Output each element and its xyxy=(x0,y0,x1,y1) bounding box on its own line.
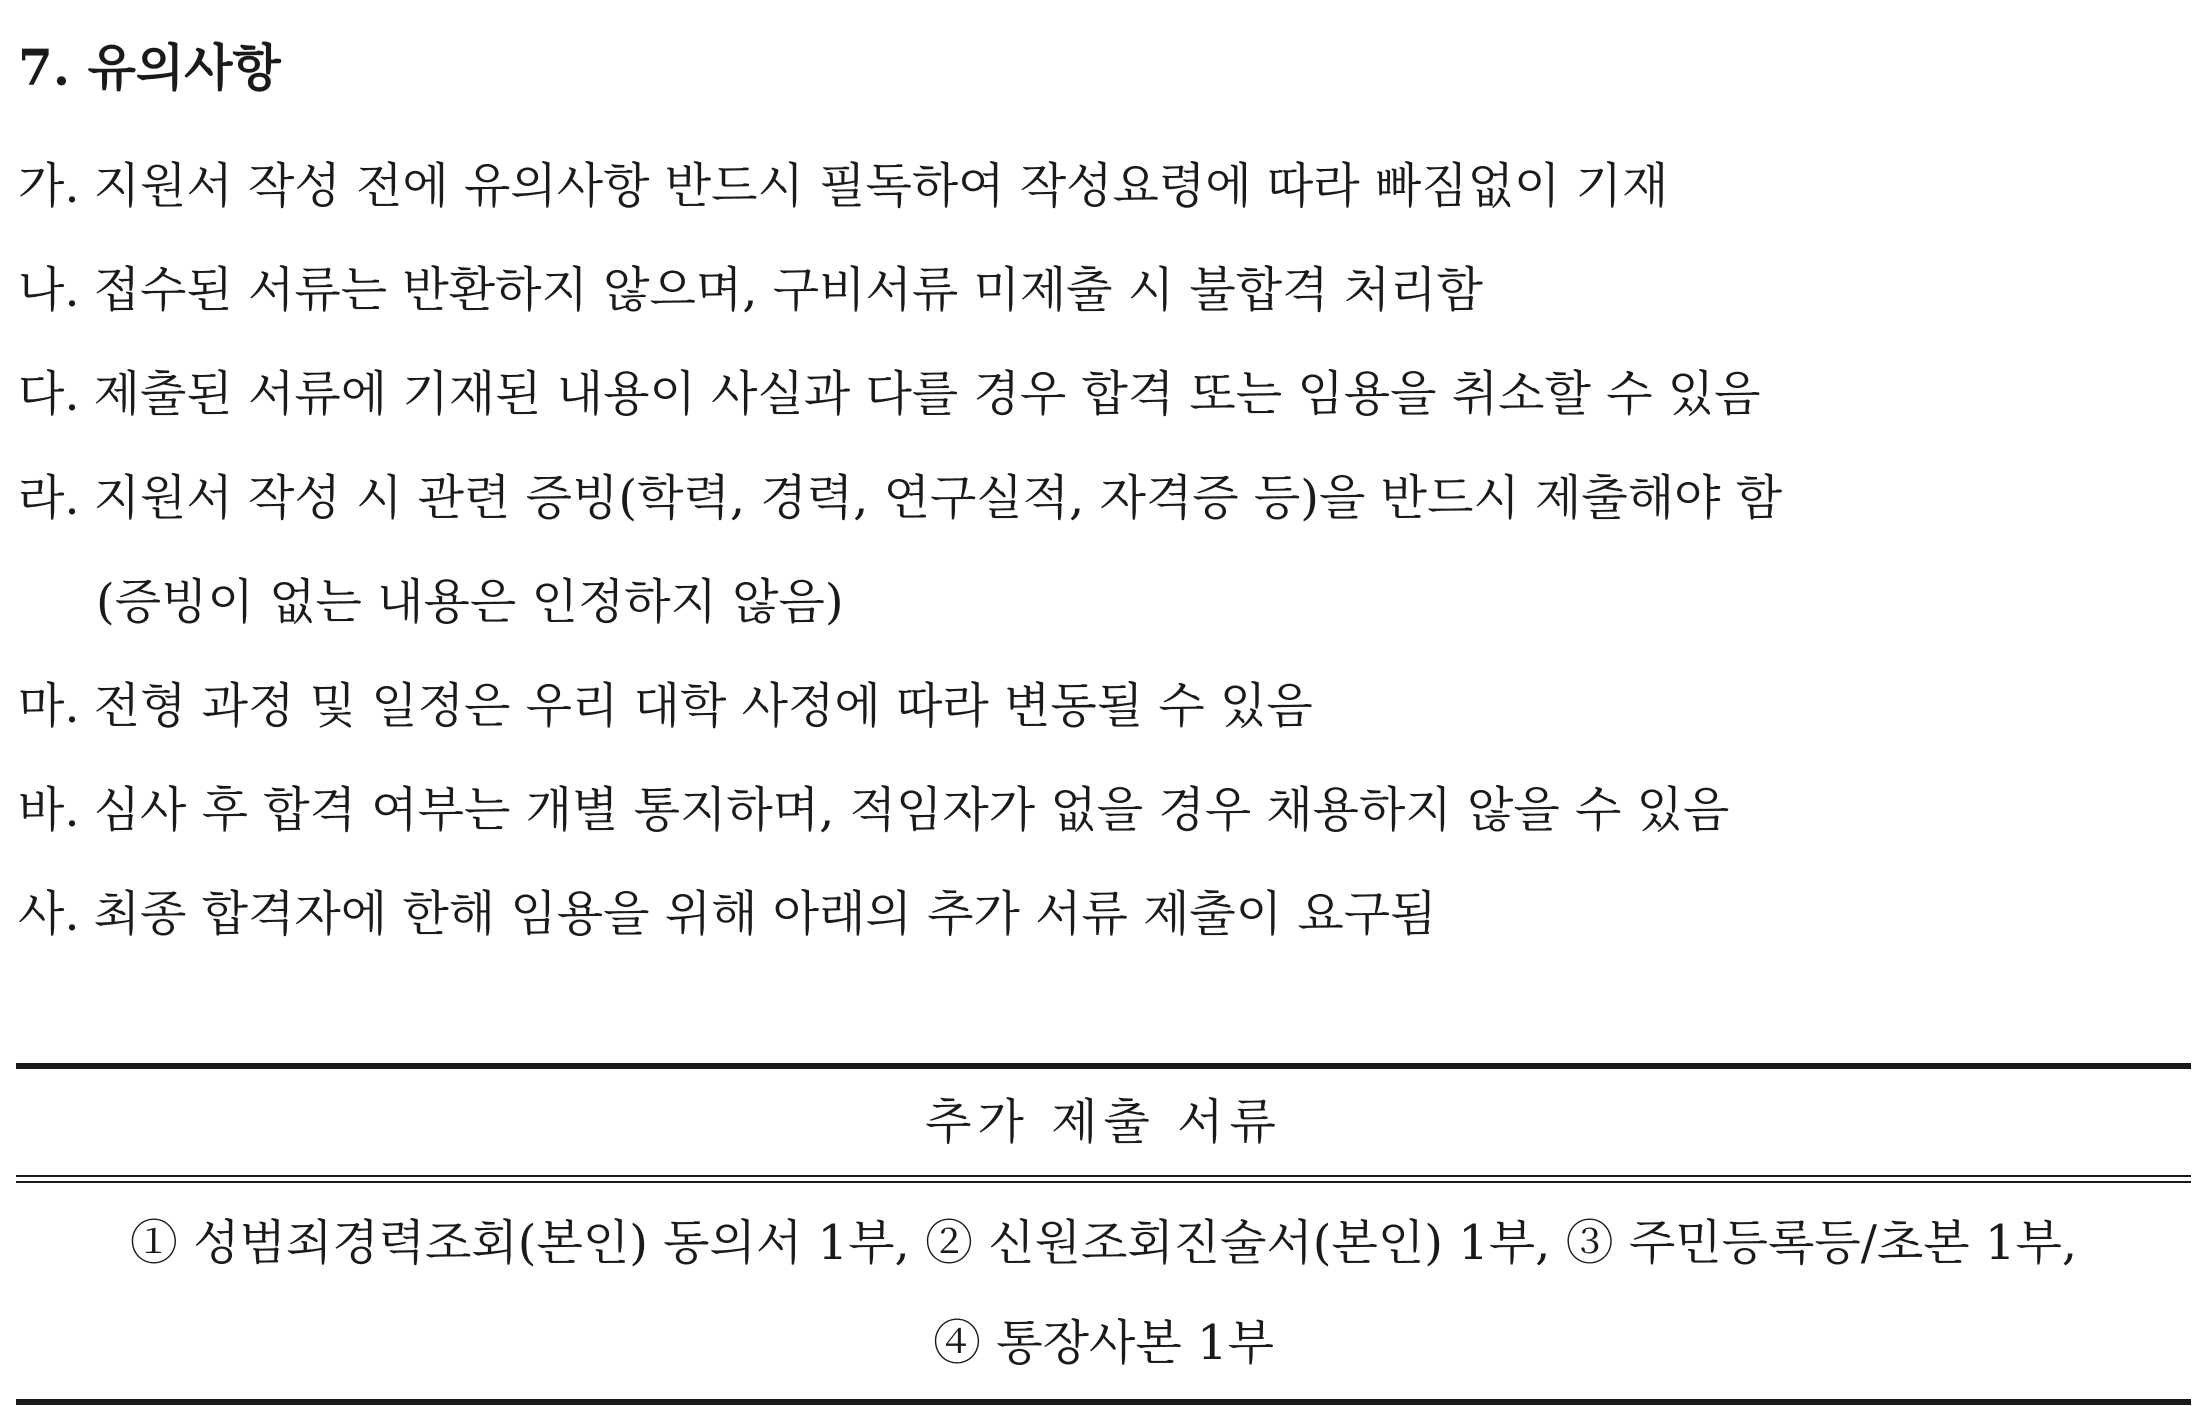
notice-marker: 사. xyxy=(18,886,80,942)
notice-text: 접수된 서류는 반환하지 않으며, 구비서류 미제출 시 불합격 처리함 xyxy=(93,262,1483,318)
notice-item xyxy=(18,238,1782,342)
notice-continuation-text: (증빙이 없는 내용은 인정하지 않음) xyxy=(96,574,844,630)
table-body-line: ① 성범죄경력조회(본인) 동의서 1부, ② 신원조회진술서(본인) 1부, ③ 주민등록등/초본 1부, xyxy=(129,1215,2078,1271)
notice-item xyxy=(18,758,1782,862)
table-header: 추가 제출 서류 xyxy=(925,1094,1282,1150)
notice-item xyxy=(18,446,1782,550)
notice-text: 전형 과정 및 일정은 우리 대학 사정에 따라 변동될 수 있음 xyxy=(93,678,1313,734)
table-bottom-rule xyxy=(16,1399,2191,1405)
additional-documents-table xyxy=(16,1063,2191,1405)
notice-marker: 바. xyxy=(18,782,80,838)
notice-list xyxy=(18,134,1782,966)
table-header-double-rule xyxy=(16,1175,2191,1183)
notice-marker: 나. xyxy=(18,262,80,318)
notice-item xyxy=(18,134,1782,238)
notice-text: 최종 합격자에 한해 임용을 위해 아래의 추가 서류 제출이 요구됨 xyxy=(93,886,1437,942)
notice-text: 지원서 작성 시 관련 증빙(학력, 경력, 연구실적, 자격증 등)을 반드시 제출해야 함 xyxy=(93,470,1783,526)
notice-text: 제출된 서류에 기재된 내용이 사실과 다를 경우 합격 또는 임용을 취소할 수 있음 xyxy=(93,366,1761,422)
notice-marker: 다. xyxy=(18,366,80,422)
notice-marker: 마. xyxy=(18,678,80,734)
notice-item-continuation xyxy=(18,550,1782,654)
notice-text: 심사 후 합격 여부는 개별 통지하며, 적임자가 없을 경우 채용하지 않을 수 있음 xyxy=(93,782,1730,838)
table-body-line: ④ 통장사본 1부 xyxy=(933,1315,1274,1371)
notice-item xyxy=(18,342,1782,446)
section-title: 7. 유의사항 xyxy=(18,38,281,97)
table-body xyxy=(16,1183,2191,1393)
notice-text: 지원서 작성 전에 유의사항 반드시 필독하여 작성요령에 따라 빠짐없이 기재 xyxy=(93,158,1669,214)
notice-item xyxy=(18,862,1782,966)
notice-marker: 라. xyxy=(18,470,80,526)
notice-marker: 가. xyxy=(18,158,80,214)
notice-item xyxy=(18,654,1782,758)
